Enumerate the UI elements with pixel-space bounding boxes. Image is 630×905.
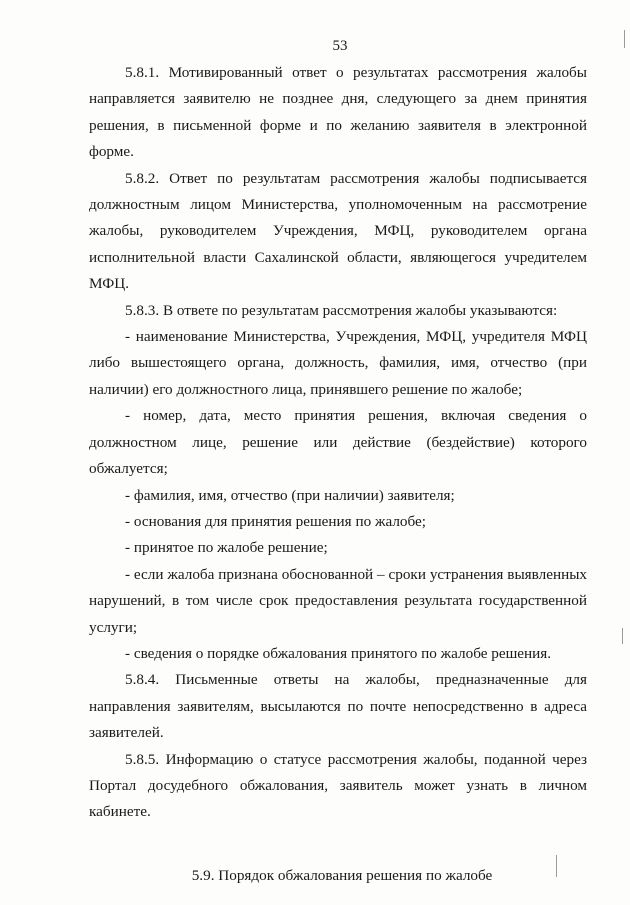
page-number: 53 (332, 38, 348, 54)
paragraph-5-8-1: 5.8.1. Мотивированный ответ о результатах рассмотрения жалобы направляется заявителю не позднее дня, следующего за днем принятия решения, в письменной форме и по желанию заявителя в электронной форме. (89, 64, 587, 161)
list-item-remediation: - если жалоба признана обоснованной – сроки устранения выявленных нарушений, в том числе срок предоставления результата государственной услуги; (89, 565, 587, 636)
document-body (89, 60, 587, 889)
list-item-grounds: - основания для принятия решения по жалобе; (125, 512, 426, 530)
scan-artifact-line (624, 30, 625, 48)
scan-artifact-line (622, 628, 623, 644)
list-item-names: - наименование Министерства, Учреждения, МФЦ, учредителя МФЦ либо вышестоящего органа, должность, фамилия, имя, отчество (при наличии) его должностного лица, принявшего решение по жалобе; (89, 328, 587, 398)
paragraph-5-8-4: 5.8.4. Письменные ответы на жалобы, предназначенные для направления заявителям, высылаются по почте непосредственно в адреса заявителей. (89, 671, 587, 742)
scan-artifact-line (556, 855, 557, 877)
list-item-decision-details: - номер, дата, место принятия решения, включая сведения о должностном лице, решение или действие (бездействие) которого обжалуется; (89, 407, 587, 478)
section-heading-5-9: 5.9. Порядок обжалования решения по жалобе (191, 866, 493, 884)
paragraph-5-8-5: 5.8.5. Информацию о статусе рассмотрения жалобы, поданной через Портал досудебного обжалования, заявитель может узнать в личном кабинете. (89, 750, 587, 821)
list-item-applicant-name: - фамилия, имя, отчество (при наличии) заявителя; (125, 486, 455, 504)
list-item-appeal-procedure: - сведения о порядке обжалования принятого по жалобе решения. (125, 644, 552, 662)
paragraph-5-8-2: 5.8.2. Ответ по результатам рассмотрения жалобы подписывается должностным лицом Министерства, уполномоченным на рассмотрение жалобы, руководителем Учреждения, МФЦ, руководителем органа исполнительной власти Сахалинской области, являющегося учредителем МФЦ. (89, 169, 587, 293)
paragraph-5-8-3: 5.8.3. В ответе по результатам рассмотрения жалобы указываются: (125, 301, 558, 319)
list-item-decision: - принятое по жалобе решение; (125, 539, 328, 557)
